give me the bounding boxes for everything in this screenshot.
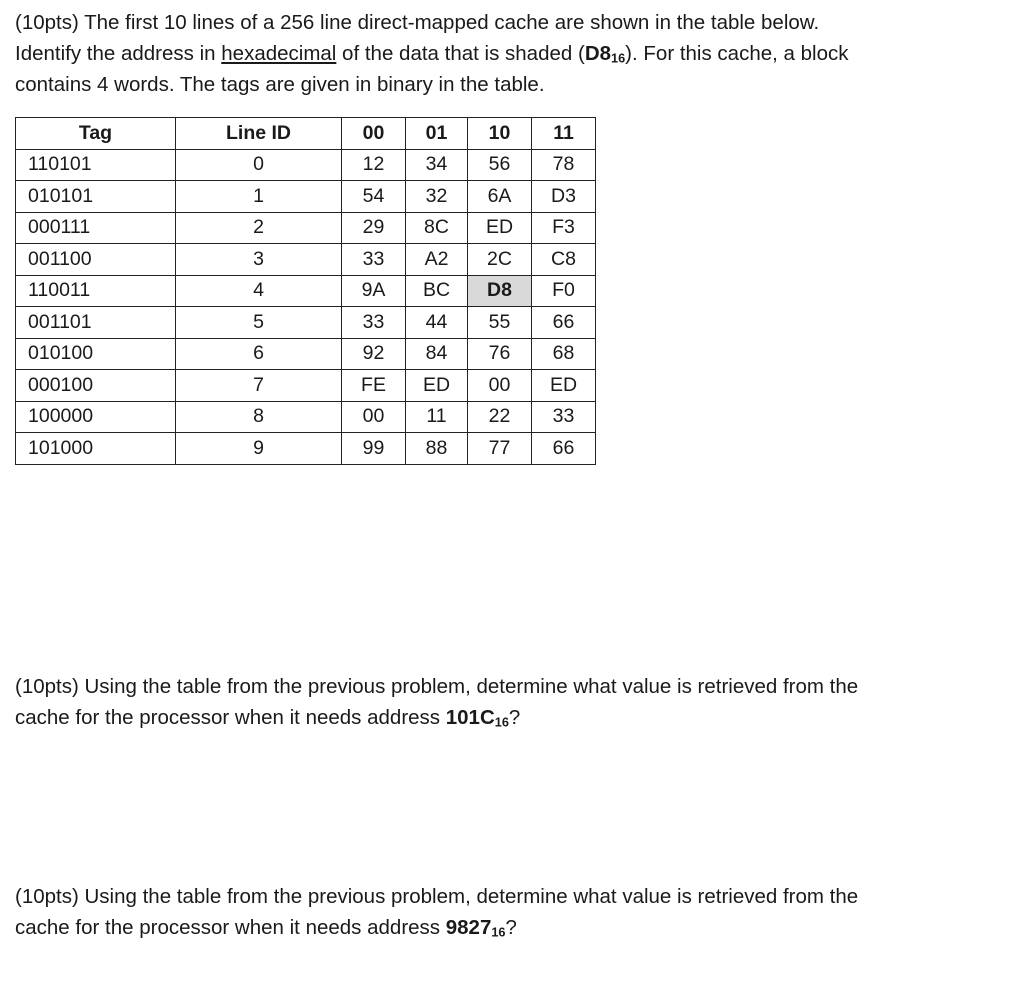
problem-1-text xyxy=(15,7,1005,100)
data-cell: 22 xyxy=(468,401,532,433)
header-line-id: Line ID xyxy=(176,118,342,150)
data-cell: ED xyxy=(468,212,532,244)
tag-cell: 110011 xyxy=(16,275,176,307)
tag-cell: 001100 xyxy=(16,244,176,276)
table-row xyxy=(16,244,596,276)
header-word-11: 11 xyxy=(532,118,596,150)
problem-2-line-2-end: ? xyxy=(508,706,521,729)
problem-1-line-2-end: ). For this cache, a block xyxy=(625,42,849,65)
shaded-value: D8 xyxy=(584,42,612,65)
table-row xyxy=(16,181,596,213)
table-row xyxy=(16,401,596,433)
header-tag: Tag xyxy=(16,118,176,150)
data-cell: 00 xyxy=(342,401,406,433)
tag-cell: 100000 xyxy=(16,401,176,433)
data-cell: 56 xyxy=(468,149,532,181)
shaded-value-label xyxy=(585,42,625,65)
data-cell: 54 xyxy=(342,181,406,213)
problem-1-line-3: contains 4 words. The tags are given in binary in the table. xyxy=(15,73,545,96)
cache-table xyxy=(15,117,596,465)
shaded-value-base: 16 xyxy=(611,50,626,66)
data-cell: 55 xyxy=(468,307,532,339)
line-id-cell: 4 xyxy=(176,275,342,307)
problem-3-line-2-end: ? xyxy=(505,916,517,939)
problem-2-line-2-start: cache for the processor when it needs address xyxy=(15,706,446,729)
data-cell: 12 xyxy=(342,149,406,181)
line-id-cell: 7 xyxy=(176,370,342,402)
line-id-cell: 6 xyxy=(176,338,342,370)
data-cell: 34 xyxy=(406,149,468,181)
data-cell: ED xyxy=(532,370,596,402)
problem-2-text xyxy=(15,671,1005,733)
address-value: 101C xyxy=(445,706,495,729)
data-cell: 29 xyxy=(342,212,406,244)
problem-1-line-2-start: Identify the address in xyxy=(15,42,222,65)
data-cell: 9A xyxy=(342,275,406,307)
address-value: 9827 xyxy=(445,916,492,939)
table-row xyxy=(16,370,596,402)
tag-cell: 001101 xyxy=(16,307,176,339)
tag-cell: 101000 xyxy=(16,433,176,465)
data-cell: 78 xyxy=(532,149,596,181)
data-cell: 6A xyxy=(468,181,532,213)
hexadecimal-underlined: hexadecimal xyxy=(221,42,337,65)
table-row xyxy=(16,149,596,181)
data-cell: D3 xyxy=(532,181,596,213)
data-cell: 88 xyxy=(406,433,468,465)
data-cell: 92 xyxy=(342,338,406,370)
data-cell: ED xyxy=(406,370,468,402)
data-cell: 32 xyxy=(406,181,468,213)
data-cell: C8 xyxy=(532,244,596,276)
data-cell: 66 xyxy=(532,433,596,465)
table-row xyxy=(16,275,596,307)
header-word-00: 00 xyxy=(342,118,406,150)
address-label xyxy=(446,916,506,939)
address-label xyxy=(446,706,509,729)
tag-cell: 000111 xyxy=(16,212,176,244)
data-cell: 33 xyxy=(342,244,406,276)
tag-cell: 110101 xyxy=(16,149,176,181)
tag-cell: 010100 xyxy=(16,338,176,370)
data-cell: F0 xyxy=(532,275,596,307)
problem-3-line-2-start: cache for the processor when it needs address xyxy=(15,916,446,939)
header-word-01: 01 xyxy=(406,118,468,150)
table-row xyxy=(16,433,596,465)
line-id-cell: 0 xyxy=(176,149,342,181)
data-cell: 44 xyxy=(406,307,468,339)
table-row xyxy=(16,307,596,339)
address-base: 16 xyxy=(494,714,509,730)
data-cell: 76 xyxy=(468,338,532,370)
tag-cell: 010101 xyxy=(16,181,176,213)
line-id-cell: 8 xyxy=(176,401,342,433)
tag-cell: 000100 xyxy=(16,370,176,402)
line-id-cell: 9 xyxy=(176,433,342,465)
data-cell: 00 xyxy=(468,370,532,402)
data-cell: FE xyxy=(342,370,406,402)
address-base: 16 xyxy=(491,924,506,940)
shaded-data-cell: D8 xyxy=(468,275,532,307)
cache-table-header-row xyxy=(16,118,596,150)
data-cell: 77 xyxy=(468,433,532,465)
data-cell: F3 xyxy=(532,212,596,244)
problem-1-line-2-mid: of the data that is shaded ( xyxy=(336,42,585,65)
problem-3-line-1: (10pts) Using the table from the previous problem, determine what value is retrieved from the xyxy=(15,885,859,908)
line-id-cell: 3 xyxy=(176,244,342,276)
line-id-cell: 5 xyxy=(176,307,342,339)
problem-1-line-1: (10pts) The first 10 lines of a 256 line direct-mapped cache are shown in the table below. xyxy=(15,11,820,34)
problem-3-text xyxy=(15,881,1005,943)
line-id-cell: 1 xyxy=(176,181,342,213)
header-word-10: 10 xyxy=(468,118,532,150)
problem-2-line-1: (10pts) Using the table from the previous problem, determine what value is retrieved from the xyxy=(15,675,859,698)
data-cell: 99 xyxy=(342,433,406,465)
data-cell: BC xyxy=(406,275,468,307)
data-cell: 68 xyxy=(532,338,596,370)
table-row xyxy=(16,212,596,244)
data-cell: 2C xyxy=(468,244,532,276)
line-id-cell: 2 xyxy=(176,212,342,244)
data-cell: 66 xyxy=(532,307,596,339)
data-cell: 8C xyxy=(406,212,468,244)
data-cell: 33 xyxy=(532,401,596,433)
data-cell: 33 xyxy=(342,307,406,339)
table-row xyxy=(16,338,596,370)
data-cell: 11 xyxy=(406,401,468,433)
data-cell: A2 xyxy=(406,244,468,276)
data-cell: 84 xyxy=(406,338,468,370)
